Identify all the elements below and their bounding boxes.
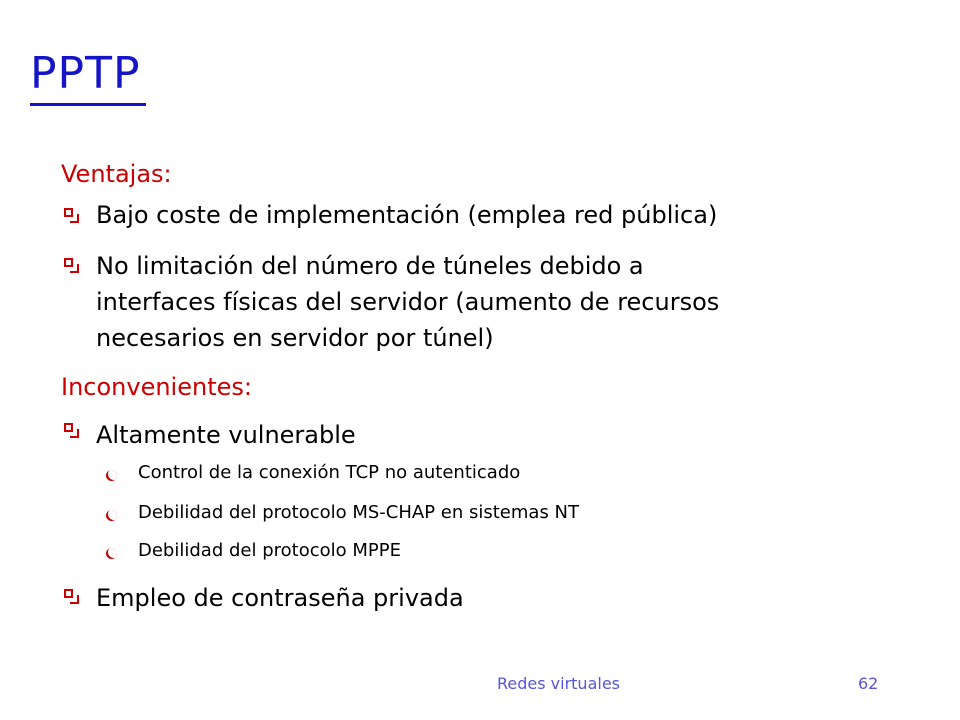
section-heading-ventajas: Ventajas: [61,160,172,188]
list-item-line: No limitación del número de túneles debido a [96,252,644,280]
title-underline [30,103,146,106]
page-number: 62 [858,674,879,693]
slide-title: PPTP [30,48,141,99]
list-item: Bajo coste de implementación (emplea red pública) [96,201,718,229]
circle-bullet-icon [106,510,117,521]
circle-bullet-icon [106,470,117,481]
square-bullet-icon [64,208,73,217]
list-item [96,248,896,356]
list-item: Altamente vulnerable [96,421,356,449]
list-item-line: interfaces físicas del servidor (aumento de recursos [96,288,720,316]
sub-list-item: Debilidad del protocolo MPPE [138,540,401,561]
square-bullet-icon [64,258,73,267]
list-item: Empleo de contraseña privada [96,584,464,612]
section-heading-inconvenientes: Inconvenientes: [61,373,252,401]
square-bullet-icon [64,423,73,432]
circle-bullet-icon [106,548,117,559]
square-bullet-icon [64,589,73,598]
footer-topic: Redes virtuales [497,674,620,693]
sub-list-item: Control de la conexión TCP no autenticado [138,462,521,483]
list-item-line: necesarios en servidor por túnel) [96,324,494,352]
sub-list-item: Debilidad del protocolo MS-CHAP en sistemas NT [138,502,580,523]
